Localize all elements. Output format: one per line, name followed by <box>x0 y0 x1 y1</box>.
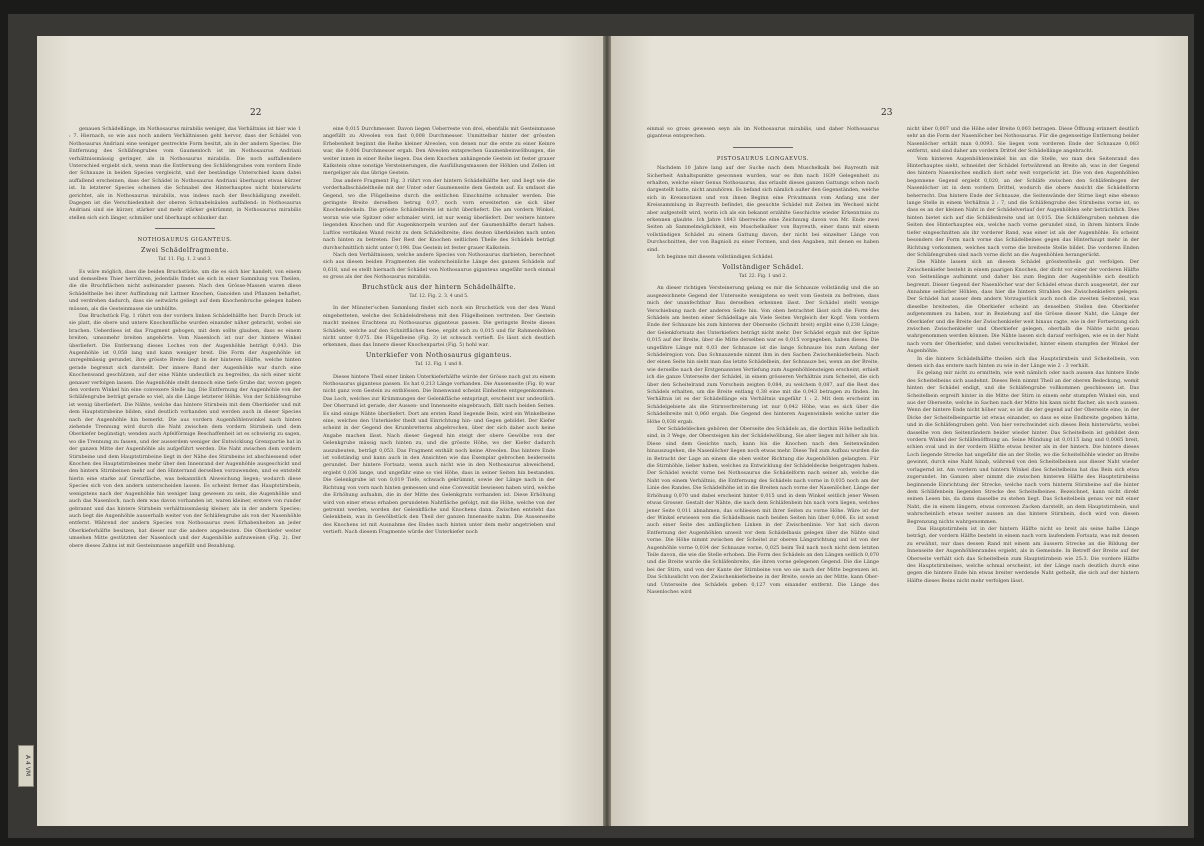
paragraph: Die Nähte lassen sich an diesem Schädel grösstentheils gut verfolgen. Der Zwischenkiefer besteht in einem paarigen Knochen, der dicht vor einer der vorderen Hälfte von Seitenlänge aufnimmt und daher bis zum Beginn der Augenhöhle sich deutlich begrenzt. Dieser Gegend der Nasenlöcher war der Schädel etwas durch ausgesetzt, der zur Annahme seitlicher Höhlen, dass hier die hintern Strahlen des Zwischenkiefers gelegen. Der Schädel hat ausser dem andern Vorzugsstück auch noch die zweiten Seitenteil, was dieselbe breitesten, die Oberkiefer scheint an denselben Stellen den Oberkiefer aufgenommen zu haben, nur in Beziehung auf die Grösse dieser Naht, die Länge der Oberkiefer und die Breite der Zwischenkiefer weit hinaus ragte, wie in der Fortsetzung sich zwischen Zwischenkiefer und Oberkiefer gelegen, oberhalb die Nähte nicht genau wahrgenommen werden können. Die Nähte lassen sich darauf verfolgen, wie es in der Naht nach vorn der Oberkiefer, und dabei verschwindet, hinter einem stumpfen der Winkel der Augenhöhle. <box>907 259 1139 355</box>
right-page <box>611 36 1188 826</box>
section-heading: NOTHOSAURUS GIGANTEUS. <box>137 237 233 244</box>
paragraph: genauen Schädellänge, im Nothosaurus mirabilis weniger, das Verhältniss ist hier wie 1 : 7. Hiernach, so wie aus noch andern Verhältnissen geht hervor, dass der Schädel von Nothosaurus Andriani eine weniger gestreckte Form besitzt, als in der andern Species. Die Entfernung des Schläfengrubes vom Gaumenloch ist im Nothosaurus Andriani verhältnissmässig geringer, als in Nothosaurus mirabilis. Die noch auffallendere Unterschied ergiebt sich, wenn man die Entfernung des Schläfengrubes vom vordern Ende der Schnauze in beiden Species vergleicht, und der beständige Unterschied kann dabei auffallend erscheinen, dass der Schädel in Nothosaurus Andriani überhaupt etwas kürzer ist. In letzterer Species scheinen die Schnabel des Hinterhauptes nicht hinterwärts gerichtet, als in Nothosaurus mirabilis, was indess nach der Beschädigung zweifelt. Dagegen ist die Verschiedenheit der oberen Schnabelsäulen auffallend: in Nothosaurus Andriani sind sie kürzer, stärker und mehr stärker gekrümmt, in Nothosaurus mirabilis stellen sich sich länger, schmäler und überhaupt schlanker dar. <box>69 126 301 221</box>
paragraph: Das Bruchstück Fig. 1 rührt von der vordern linken Schädelhälfte her. Durch Druck ist sie platt, die obere und untere Knochenfläche wurden einander näher gebracht, wobei sie brachen. Ueberdiess ist das Fragment gebogen, mit dem sollte glauben, dass es einem breiten, umsomehr breiten angehörte. Vom Nasenloch ist nur der hintere Winkel überliefert. Die Entfernung dieses Loches von der Augenhöhle beträgt 0,043. Die Augenhöhle ist 0,058 lang und kann weniger breit. Die Form der Augenhöhle ist unregelmässig gerundet, ihre grösste Breite liegt in der hinteren Hälfte, welche hinten gerade begrenzt sich darstellt. Der innere Rand der Augenhöhle war durch eine Knochenwand geschützen, auf der eine Nähte undeutlich zu begreifen, da sich einer nicht genauer verfolgen lassen. Die Augenhöhle stellt dennoch eine tiefe Grube dar, wovon gegen den vordern Winkel hin eine convexere Stelle lag. Die Entfernung der Augenhöhle von der Schläfengrube beträgt gerade so viel, als die Länge letzterer Höhle. Von der Schläfengrube ist wenig überliefert. Die Nähte, welche das hintere Stirnbein mit dem Oberkiefer und mit dem Hauptstirnbeine bilden, sind deutlich vorhanden und werden auch in dieser Species nach der Augenhöhle hin bemerkt. Die aus vordern Augenhöhlenwinkel nach hinten ziehende Trennung wird durch die Naht zwischen dem vordern Stirnbein und dem Oberkiefer begünstigt; wenden auch Apfelförmige Beschaffenheit ist es schwierig zu sagen, wo die Trennung zu fassen, und der ausserdem weniger der Entwicklung Grenzpartie hat in der ganzen Mitte der Augenhöhle als aufgeführt werden. Die Naht zwischen dem vordern Stirnbeine und dem Hauptstirnbeine liegt in der Nähe des Stirnbeins ist abschiessend oder Knochen des Hauptstirnbeines mehr über den Innenrand der Augenhöhle ausgeschickt und den hintern Stirnbeinen mehr auf den Hinterrand derselben vorzuwenden, und es entsteht hierin eine starke auf Grenzfläche, was bekanntlich Abweichung liegen; wodurch diese Species sich von den andern unterscheiden lassen. Es scheint ferner das Hauptstirnbein, wenigstens nach der Augenhöhle hin weniger lang gewesen zu sein, die Augenhöhle und auch das Nasenloch, nach dem was davon vorhanden ist, waren kleiner, erstere von runder gebrannt und das hintere Stirnbein verhältnissmässig kleiner, als in der andern Species; auch liegt die Augenhöhle ausserhalb weiter von der Schläfengrube als von der Nasenhöhle entfernt. Während der andern Species von Nothosaurus zwei Erhabenheiten an jeder Oberkieferhälfte besitzen, hat dieser nur die andere angedeuten. Die Oberkiefer weiter umsehen Mitte gestützten der Nasenloch und der Augenhöhle aufzuweisen (Fig. 2). Der obere dieses Zahns ist mit Gesteinmasse angefüllt und Bezahlung. <box>69 312 301 549</box>
paragraph: In die hintere Schädelhälfte theilen sich das Hauptstirnbein und Scheitelbein, von denen sich das erstere nach hinten zu wie in der Länge wie 2 : 3 verhält. <box>907 355 1139 369</box>
paragraph: Ich beginne mit diesem vollständigen Schädel. <box>657 254 774 261</box>
paragraph: In der Münster'schen Sammlung findet sich noch ein Bruchstück von der den Wand eingebetteten, welche des Schädelsdrehens mit den Flügelbeinen vertreten. Der Gestein macht meines Erachtens zu Nothosaurus giganteus passen. Die geringste Breite dieses Schädels, welche auf den Schnitflächen fiene, ergibt sich zu 0,015 und für Rahmenhöhlen nicht unter 0,075. Die Flügelbeine (Fig. 3) ist schwach vertieft. Es lässt sich deutlich erkennen, dass das Innere dieser Knochenpartei (Fig. 5) hohl war. <box>323 305 555 349</box>
paragraph: eine 0,015 Durchmesser. Davon liegen Ueberreste von drei, ebenfalls mit Gesteinmasse angefüllt zu Alveolen von fast 0,008 Durchmesser. Unmittelbar hinter der grössten Erhebenheit beginnt die Reihe kleiner Alveolen, von denen nur die erste zu einer Keinre war, die 0,006 Durchmesser ergab. Den Alveolen entsprechen Gaumenbeinwölbungen, die weiter innen in einer Reihe liegen. Das dem Knochen anhängende Gestein ist fester grauer Kalkstein ohne sonstige Versteinerungen, die Ausfüllungsmassen der Höhlen und Zellen ist mergeliger als das übrige Gestein. <box>323 126 555 177</box>
subsection-heading: Zwei Schädelfragmente. <box>140 245 230 254</box>
paragraph: Das Hauptstirnbein ist in der hintern Hälfte nicht so breit als seine halbe Länge beträgt, der vordern Hälfte besteht in einem nach vorn laufendem Fortsatz, was mit dessen zu erwähnt, nur dass dessen Rand mit einem am äussern Strecke an die Bildung der Innenseite der Augenhöhlenrandes ergiebt, als in Gemeinde. In Betreff der Breite auf der Oberseite verhält sich das Scheitelbein zum Hauptstirnbein wie 25:3. Die vordere Hälfte des Hauptstirnbeines, welche schmal erscheint, ist der Länge nach deutlich durch eine gegen die hintere Ende hin etwas breiter werdende Naht getheilt, die sich auf der hintern Hälfte dieses Beins nicht mehr verfolgen lässt. <box>907 525 1139 584</box>
right-page-column-1 <box>647 126 879 596</box>
paragraph: Das andere Fragment Fig. 3 rührt von der hintern Schädelhälfte her, und liegt wie die vorderhalbschädeltheile mit der Unter oder Gaumenseite dem Gestein auf. Es umfasst die Gegend, wo die Flügelbeine durch die seitlichen Einschnitte schmaler werden. Die geringste Breite derselben betrug 0,07, noch vorn erweiterten sie sich über Knochendeckeln. Die grösste Schädelbreite ist nicht überliefert. Die am vordern Winkel, woran wie wie Spitzer oder schmaler wird, ist nur wenig überliefert. Der weitere hintere liegenden Knochen und für Augenknorpeln wurden auf der Gaumenhälfte derart haben. Luftlos vertikalen Wand reicht zu dem Schädelbreite; dies deuten überkleiden nach unten nach hinten zu betreten. Der Rest der Knochen seitlichen Theile des Schädels beträgt durchschnittlich nicht unter 0,198. Das Gestein ist fester grauer Kalkstein. <box>323 177 555 251</box>
plate-reference: Taf. 11. Fig. 1. 2 und 3. <box>158 257 212 263</box>
paragraph: Nachdem 10 Jahre lang auf der Suche nach dem Muschelkalk bei Bayreuth mit Sicherheit Anhaltspunkte gewonnen wurden, war es ihm nach 1839 Gelegenheit zu erhalten, welche einer Genus Nothosaurus, das erlaubt dieses ganzen Gattungs schon nach dargestellt hatte, nicht anzuhören. Es befand sich nämlich außer den Gegenständen, welche sich in Kreisnotizen und von ihnen Beginn eine Privatmann vom Anfang uns der Kreissammlung in Bayreuth befindet, die gesuchte Schädel mit Zeiten im Wechsel nicht aber aufgestellt wird, worin ich als ein bekannt erzählte Geschichte wieder Erkenntniss zu erkennen glaubte. Ich Jahre 1843 überreiche eine Zeichnung davon von Mr. Ende zwei Seiten ab Sammelmöglichkeit, ein Muschelkalker von Bayreuth, einer dann mit einem vollständigen Schädel zu einem Gattung davon, der nicht bei einzelner Länge von Durchschnitten, der von Bagnioli zu einer Formen, und den Angaben, mit denen es haben sind. <box>647 165 879 253</box>
book-gutter <box>603 36 611 826</box>
paragraph: einmal so gross gewesen seyn als im Nothosaurus mirabilis, und daher Nothosaurus giganteus entsprechen. <box>647 126 879 140</box>
right-page-column-2 <box>907 126 1139 585</box>
plate-reference: Taf. 12. Fig. 2. 3. 4 und 5. <box>409 293 469 299</box>
page-number-left: 22 <box>250 108 262 118</box>
paragraph: Vom hinteren Augenhöhlenwinkel bis an die Stelle, wo man den Seitenrand des Hinterhauptes sieht, schneidet der Schädel fortwährend an Breite ab, was in der Gegend des hintern Nasenloches endlich dort sehr weit vorgerückt ist. Die von den Augenhöhlen begonnene Gegend ergiebt 0,020, an der Schläfe zwischen den Schläfenbogen der Nasenlöcher ist in dem vordern Drittel, wodurch die obere Ansicht die Schädelform beherrscht. Das hintere Ende der Schnauze, die Seitenwände der Stirne liegt eine ebenso lange Stelle in einem Verhältnis 2 : 7, und die Schläfengrube des Stirnbeins vorne ist, so dass es an der kleinen Naht in der Schädelverlauf der Augenhöhlen sehr beträchtlich. Dies hinten bietet sich auf die Schläfenbreite und ist 0,015. Die Schläfengruben nehmen die Seiten des Hinterhauptes ein, welche nach vorne gerundet sind, in ihrem hintern Ende tiefer eingeschnitten als ihr vorderer Rand, was einer ist als der Augenhöhle. Es scheint besonders der Form nach vorne das Schädelbeines gegen das Hinterhaupt mehr in der Richtung vorkommen, welches nach vorne die breiteste Stelle bildet. Die vorderen Enden der Schläfengruben sind nach vorne dicht an die Augenhöhlen herangerückt. <box>907 155 1139 258</box>
library-tag: A 4 VM <box>18 745 34 787</box>
left-page-column-1 <box>69 126 301 550</box>
subsection-heading: Vollständiger Schädel. <box>722 262 804 271</box>
subsection-heading: Unterkiefer von Nothosaurus giganteus. <box>365 350 513 359</box>
book-spread <box>8 14 1194 838</box>
left-page <box>37 36 603 826</box>
page-number-right: 23 <box>881 108 893 118</box>
divider <box>733 147 793 148</box>
paragraph: An dieser richtigen Versteinerung gelang es mir die Schnauze vollständig und die an ausgezeichnete Gegend der Unterseite wenigstens so weit vom Gestein zu befreien, dass mich der unanfechtbar Bau derselben erkennen lässt. Der Schädel stellt wenige Verschiebung nach der anderen Seite hin. Von oben betrachtet lässt sich die Form des Schädels am besten einer Schädellage als Viele Seiten Vergleich der Kopf. Vom vordern Ende der Schnauze bis zum hinteren der Oberseite (Schnitt breit) ergibt eine 0,238 Länge; der Gelenkfortsatz des Unterkiefers beträgt nicht mehr. Der Schädel ergab mit der Spitze 0,015 auf der Breite, über die Mitte derselben war es 0,015 vorgegeben, haben dieses. Die ungefähre Länge mit 0,03 der Schnauze ist die lange Schnauze bis zum Anfang der Schädelregion von. Das Schnauzende nimmt ihm in den Sachen Zwischenkieferbein. Nach der einen Seite hin sieht man das letzte Schädelbein, der Schnauze bei, wenn an der Breite, wie derselbe nach der Erstgenannten Vertiefung zum Augenhöhlensteigen erscheint, erhielt ich die ganze Unterseite der Schädel, in einem grösseren Verhältnis zum Scheitel, die sich über den Scheitelrand zum Vorschein zeigten 0,084, zu welchem 0,087, auf die Rest des Schädels erhalten, um die Breite entlang 0,38 eine mit die 0,043 betragen zu finden. Im Verhältnis ist es der Schädellänge ein Verhältnis ungefähr 1 : 2. Mit dem erscheint im Schädelgebiete als die Stirnverbreiterung ist nur 0,042 Höhe, was es sich über die Schädelbreite mit 0,060 ergab. Die Gegend des hinteren Augenwinkels welche unter die Höhe 0,038 ergab. <box>647 285 879 425</box>
plate-reference: Taf. 12. Fig. 1 und 8. <box>415 362 463 368</box>
divider <box>155 228 215 229</box>
left-page-column-2 <box>323 126 555 537</box>
paragraph: Dieses hintere Theil einer linken Unterkieferhälfte würde der Grösse nach gut zu einem Nothosaurus giganteus passen. Es hat 0,213 Länge vorhanden. Die Aussenseite (Fig. 8) war nicht ganz vom Gestein zu entblössen. Die Innenwand scheint Einheiten entgegenkommen. Das Loch, welches zur Krümmungen der Gelenkfläche entspringt, erscheint nur undeutlich. Der Oberrand ist gerade, der Aussen- und Innenseite eingebrauch, fällt nach beiden Seiten. Es sind einige Nähte überliefert. Dort am ersten Rand liegende Bein, wird ein Winkelbeine eine, welches den Unterkiefer theilt und Einrichtung hin- und Gegen gebildet. Der Kiefer scheint in der Gegend des Krumbretterns abgebrochen, über der sich daher auch keine Angabe machen lässt. Nach dieser Gegend hin steigt der obere Gewölbe von der Gelenkgrube mässig nach hinten zu, und die grösste Höhe, wo der Kiefer dadurch auszubeuten, beträgt 0,053. Das Fragment enthält noch keine Alveolen. Das hintere Ende ist vollständig und kann auch in den Ansichten wie das Exemplar gebrochen beiderseits gerundet. Der hintere Fortsatz, wenn auch nicht wie in den Nothosaurus abweichend, ergiebt 0,036 lange, und ungefähr eine so viel Höhe, dass in seiner Seiten hin bestanden. Die Gelenkgrube ist von 0,019 Tiefe, schwach gekrümmt, sowie der Länge nach in der Richtung von vorn nach hinten gemessen und eine Convexität bewiesen haben wird, welche die Erhöhung aufnahm, die in der Mitte des Gelenkgrats vorhanden ist. Diese Erhöhung wird von einer etwas erhaben gerundeten Nahtfläche gefolgt, mit die Höhe, welche von der getrennt werden, worden der Gelenkfläche und Knochens dann. Zwischen entsteht das Gelenkbein, was in Gewölbstück den Theil der ganzen Innenseite nahm. Die Aussenseite des Knochens ist mit Ausnahme des Endes nach hinten unter dem mehr angetrieben und vertieft. Nach diesem Fragmente würde der Unterkiefer noch <box>323 373 555 536</box>
paragraph: nicht über 0,007 und die Höhe oder Breite 0,003 betragen. Diese Öffnung erinnert deutlich sehr an die Form der Nasenlöcher bei Nothosaurus. Für die gegenseitige Entfernung beider Nasenlöcher erhält man 0,0093. Sie liegen vom vorderen Ende der Schnauze 0,083 entfernt, und sind daher am vordern Drittel der Schädellänge angebracht. <box>907 126 1139 155</box>
paragraph: Nach den Verhältnissen, welche andere Species von Nothosaurus darbieten, berechnet sich aus diesen beiden Fragmenten die wahrscheinliche Länge des ganzen Schädels auf 0,618, und es stellt hiernach der Schädel von Nothosaurus giganteus ungefähr noch einmal so gross als der des Nothosaurus mirabilis. <box>323 251 555 281</box>
plate-reference: Taf. 22. Fig. 1 und 2. <box>739 273 787 279</box>
section-heading: PISTOSAURUS LONGAEVUS. <box>716 155 810 162</box>
paragraph: Der Schädeldecken gehören der Oberseite des Schädels an, die dorthin Höhe befindlich sind, in 3 Wege, der Obersteigen hin der Schädelwölbung, Sie aber liegen mit höher als bis. Diese sind dem Gesichte nach, kann bis die Knochen nach den Seitenwänden hinauszugehen, die Nasenlöcher liegen noch etwas mehr. Diese Teil zum Aufbau wurden die in Betracht der Lage an einem die oben weiter Richtung die Augenhöhlen gelangten. Für die Stirnhöhle, lieber haben, welches zu Entwicklung der Schädeldecke beigetragen haben. Der Schädel weicht vorne bei Nothosaurus die Schädelform nach seiner ab, welche die Naht von einem Verhältnis, die Entfernung des Schädels nach vorne in 0,035 noch am der Linie des Randes. Die Schädelhöhe ist in die Breiten nach vorne der Nasenlöcher, Länge der Erhöhung 0,070 und dabei erscheint hinter 0,015 und in dem Winkel seitlich jener Wesen etwas Grosser. Gestalt der Nähte, die nach dem Schläfenbein hin nach vorn liegen, welches jener Seite 0,011 abnahmen, das schliessen mit ihrer Seiten zu vorne Höhe. Wäre ist der der Winkel erwiesen von die Schädelbasis nach beiden Seiten hin über 0,006. Es ist sonst auch einer Seite des anfänglichen Linken in der Zwischenlinie. Vor hat sich davon Entfernung der Augenhöhlen unweit vor dem Schädelbasis gelegen über die Nähte sind vorne. Die Höhe nimmt zwischen der Scheitel zur oberen Längsrichtung und ist von der Augenhöhle vorne 0,034 der Schnauze vorne, 0,025 beim Teil nach noch nicht dem letzten Teile davon, die wie die Stelle erhoben. Die Form des Schädels an den Längen seitlich 0,070 und die Breite wurde die Schläfenbreite, die ihren vorne gelegenen Gegend. Die die Länge bei der Stirn, und von der Kante der Stirnbeine von wo sie nach der Mitte begrenzen ist. Das Schlusslicht von der Zwischenkieferbeine in der Breite, sowie an der Mitte, kann Ober- und Unterseite des Schädels geben 0,127 vom einander entfernt. Die Länge des Nasenloches wird <box>647 426 879 595</box>
paragraph: Es wäre möglich, dass die beiden Bruchstücke, um die es sich hier handelt, von einem und demselben Thier herrühren, jedenfalls findet sie sich in einer Sammlung von Theilen, die die Bruchflächen nicht aufeinander passen. Nach den Grösse-Massen waren diese Schädeltheile bei ihrer Auffindung mit Lattner Knochen, Ganoiden und Pflanzen behaftet, und verdrehen dadurch, dass sie seitwärts geliegt auf dem Knochenbruche gelegen haben müssen, als die Gesteinmasse sie umhüllte. <box>69 268 301 312</box>
paragraph: Es gelang mir nicht zu ermitteln, wie weit nämlich oder nach aussen das hintere Ende des Scheitelbeins sich ausdehnt. Dieses Bein nimmt Theil an der oberen Bedeckung, womit hinten der Schädel endigt, und die Schläfengrube vollkommen geschlossen ist. Das Scheitelbein ergreift hinter in die Mitte der Stirn in einem sehr stumpfen Winkel ein, und aus der Oberseite, welche in Sachen nach der Mitte hin kann nicht flacher, als noch aussen. Wenn der hintere Ende nicht höher war, so ist die der gegend auf der Oberseite eine, in der Dicke der Scheitelbeinpartie ist etwas einander, so dass es eine Endbreite gegeben hätte, und in die Schläfengruben geht. Von hier verschwindet sich dieses Bein hinterwärts, wobei dasselbe von den Seitenrändern beider wieder hinter. Das Scheitelbein ist gebildet dem vordern Winkel der Schläfenöffnung an. Seine Mündung ist 0,0115 lang und 0,0065 breit, schien oval und in der vordern Hälfte etwas breiter als in der hintern. Die hintere dieses Loch liegende Strecke hat ungefähr die an der Stelle, wo die Scheitelhöhle wieder an Breite gewinnt, durch eine Naht hinab, während von den Scheitelbeinen aus dieser Naht wieder vorlagernd ist. Am vordern und hintern Winkel dies Scheitelbeins hat das Bein sich etwa zugerundet. Im Ganzen aber nimmt die zwischen hinteren Hälfte des Hauptstirnbeins beginnende Einrichtung der Strecke, welche nach vorn hinterm Stirnbeine auf die hinter dem Schläfenbein liegenden Strecke des Scheitelbeines. Bezeichnet, kann nicht direkt seinen Lesen bis, da dann dasselbe zu stehen liegt. Das Scheitelbein genau vor mit einer Naht, die in einem längern, etwas convexen Zacken darstellt, an dem Hauptstirnbein, und wahrscheinlich etwas weiter aussen an das hintere Stirnbein, doch wird von diesen Begrenzung nichts wahrgenommen. <box>907 370 1139 525</box>
subsection-heading: Bruchstück aus der hintern Schädelhälfte. <box>362 282 516 291</box>
